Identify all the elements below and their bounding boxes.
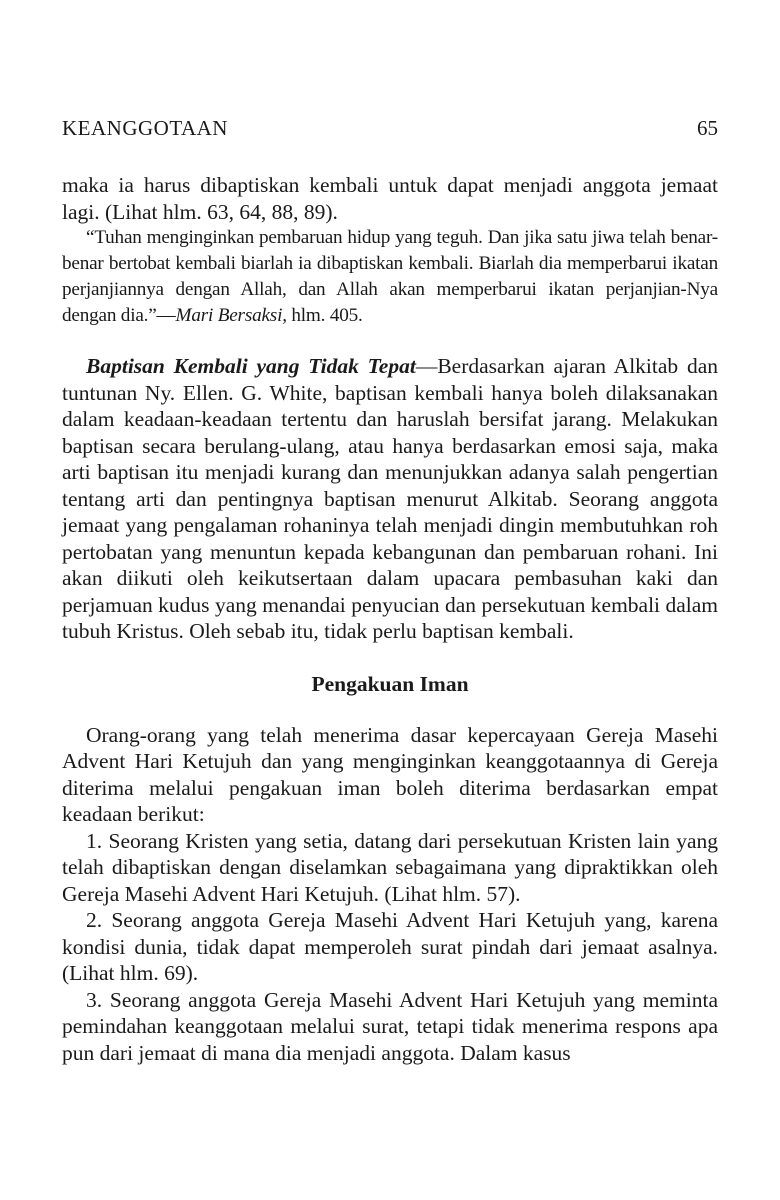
rebaptism-text: —Berdasarkan ajaran Alkitab dan tuntunan Ny. Ellen. G. White, baptisan kembali hanya boleh dilaksanakan dalam keadaan-keadaan tertentu dan haruslah bersifat jarang. Melakukan baptisan secara berulang-ulang, atau hanya berdasarkan emosi saja, maka arti baptisan itu menjadi kurang dan menunjukkan adanya salah pengertian tentang arti dan pentingnya baptisan menurut Alkitab. Seorang anggota jemaat yang pengalaman rohaninya telah menjadi dingin membutuhkan roh pertobatan yang menuntun kepada kebangunan dan pembaruan rohani. Ini akan diikuti oleh keikutsertaan dalam upacara pembasuhan kaki dan perjamuan kudus yang menandai penyucian dan persekutuan kembali dalam tubuh Kristus. Oleh sebab itu, tidak perlu baptisan kembali. [62, 354, 718, 643]
list-item-1: 1. Seorang Kristen yang setia, datang dari persekutuan Kristen lain yang telah dibaptiskan dengan diselamkan sebagaimana yang dipraktikkan oleh Gereja Masehi Advent Hari Ketujuh. (Lihat hlm. 57). [62, 828, 718, 906]
page-number: 65 [697, 116, 718, 140]
run-in-heading: Baptisan Kembali yang Tidak Tepat [86, 354, 416, 378]
quote-text: “Tuhan menginginkan pembaruan hidup yang teguh. Dan jika satu jiwa telah benar-benar bertobat kembali biarlah ia dibaptiskan kembali. Biarlah dia memperbarui ikatan perjanjiannya dengan Allah, dan Allah akan memperbarui ikatan perjanjian-Nya dengan dia.”— [62, 227, 718, 326]
list-item-2: 2. Seorang anggota Gereja Masehi Advent Hari Ketujuh yang, karena kondisi dunia, tidak dapat memperoleh surat pindah dari jemaat asalnya. (Lihat hlm. 69). [62, 908, 718, 985]
section-heading: Pengakuan Iman [311, 671, 469, 696]
chapter-title: KEANGGOTAAN [62, 116, 228, 140]
rebaptism-paragraph [62, 353, 718, 645]
paragraph-continuation: maka ia harus dibaptiskan kembali untuk dapat menjadi anggota jemaat lagi. (Lihat hlm. 63, 64, 88, 89). [62, 173, 718, 224]
block-quote [62, 225, 718, 329]
intro-paragraph: Orang-orang yang telah menerima dasar kepercayaan Gereja Masehi Advent Hari Ketujuh dan yang menginginkan keanggotaannya di Gereja diterima melalui pengakuan iman boleh diterima berdasarkan empat keadaan berikut: [62, 722, 718, 826]
quote-source: Mari Bersaksi, [175, 305, 287, 326]
list-item-3: 3. Seorang anggota Gereja Masehi Advent Hari Ketujuh yang meminta pemindahan keanggotaan melalui surat, tetapi tidak menerima respons apa pun dari jemaat di mana dia menjadi anggota. Dalam kasus [62, 987, 718, 1065]
quote-page: hlm. 405. [286, 305, 363, 326]
page-body [62, 172, 718, 1066]
running-header [62, 116, 718, 146]
